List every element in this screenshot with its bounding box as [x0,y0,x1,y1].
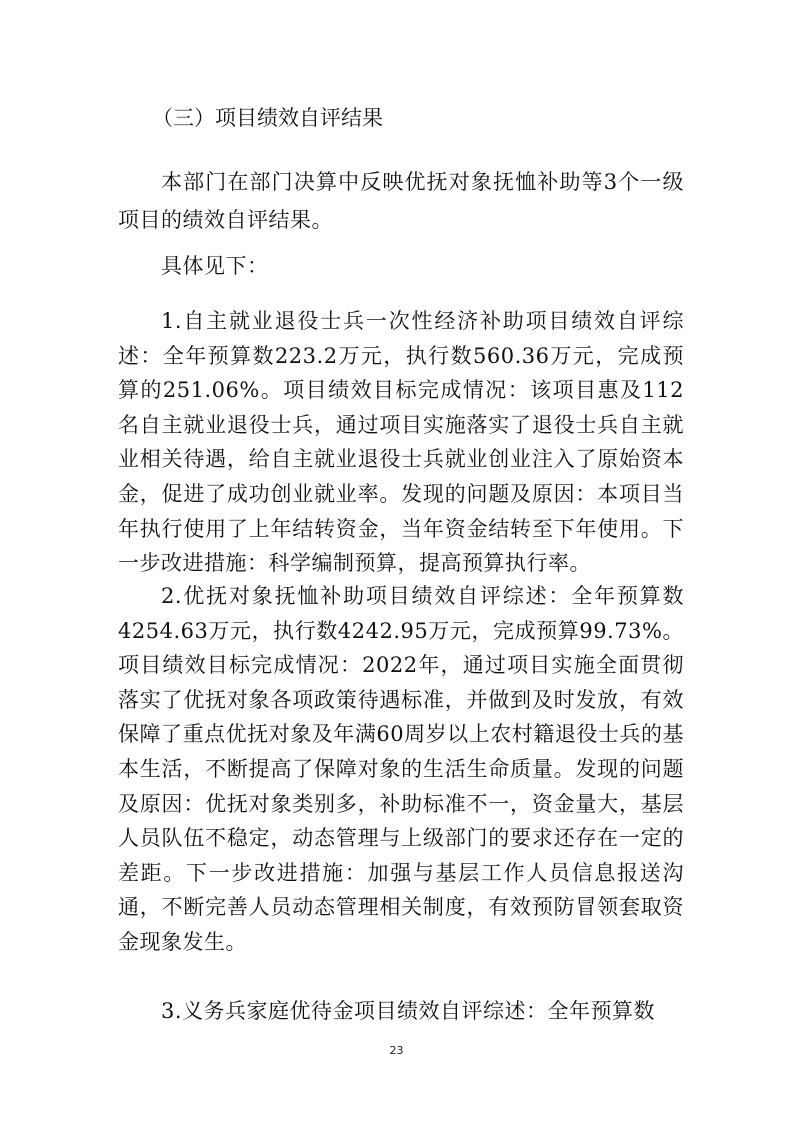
section-heading: （三）项目绩效自评结果 [152,106,383,130]
page-number: 23 [389,1044,404,1057]
item-2-paragraph: 2.优抚对象抚恤补助项目绩效自评综述：全年预算数4254.63万元，执行数4242.95万元，完成预算99.73%。项目绩效目标完成情况：2022年，通过项目实施全面贯彻落实了优抚对象各项政策待遇标准，并做到及时发放，有效保障了重点优抚对象及年满60周岁以上农村籍退役士兵的基本生活，不断提高了保障对象的生活生命质量。发现的问题及原因：优抚对象类别多，补助标准不一，资金量大，基层人员队伍不稳定，动态管理与上级部门的要求还存在一定的差距。下一步改进措施：加强与基层工作人员信息报送沟通，不断完善人员动态管理相关制度，有效预防冒领套取资金现象发生。 [118,584,684,954]
detail-lead-paragraph: 具体见下： [161,254,269,278]
item-3-paragraph: 3.义务兵家庭优待金项目绩效自评综述：全年预算数 [161,999,656,1023]
item-1-paragraph: 1.自主就业退役士兵一次性经济补助项目绩效自评综述：全年预算数223.2万元，执行数560.36万元，完成预算的251.06%。项目绩效目标完成情况：该项目惠及112名自主就业退役士兵，通过项目实施落实了退役士兵自主就业相关待遇，给自主就业退役士兵就业创业注入了原始资本金，促进了成功创业就业率。发现的问题及原因：本项目当年执行使用了上年结转资金，当年资金结转至下年使用。下一步改进措施：科学编制预算，提高预算执行率。 [118,309,684,576]
intro-paragraph: 本部门在部门决算中反映优抚对象抚恤补助等3个一级项目的绩效自评结果。 [118,170,684,232]
